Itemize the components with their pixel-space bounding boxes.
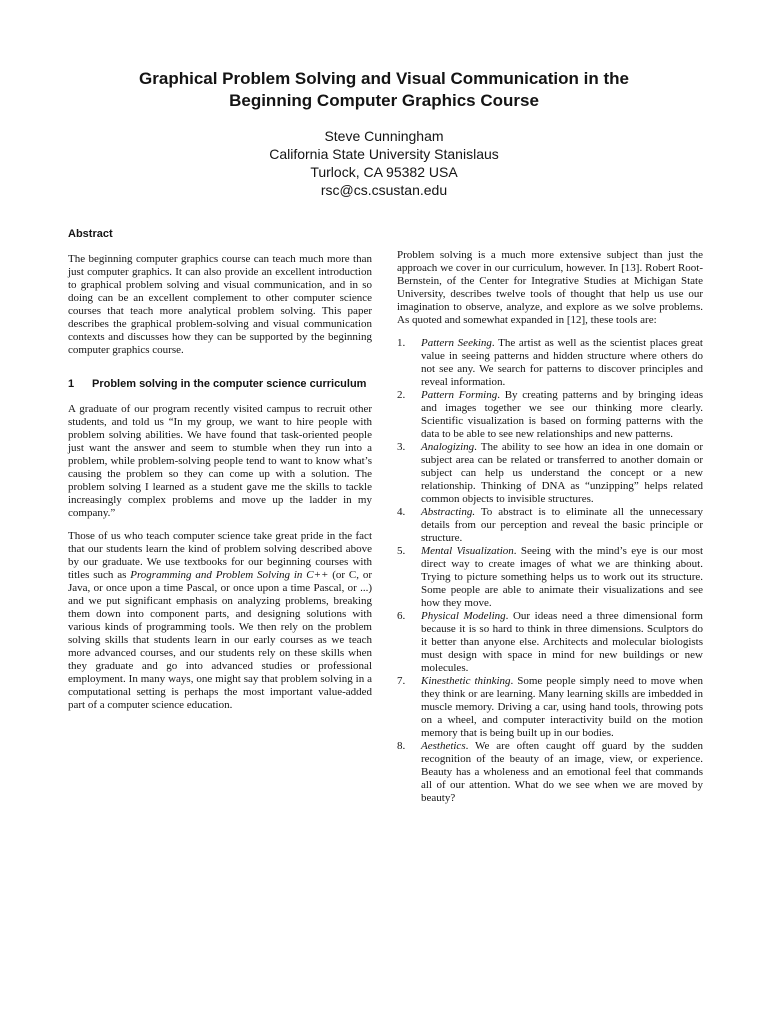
author-location: Turlock, CA 95382 USA	[310, 164, 458, 180]
section-1-title: Problem solving in the computer science curriculum	[92, 378, 367, 390]
para2-start: Those of us who teach computer science take great pride in the fact that our students learn the kind of problem solving described above by our graduate. We use textbooks for our beginning courses with titles such as	[68, 530, 372, 581]
tool-text: To abstract is to eliminate all the unnecessary details from our perception and reveal the basic principle or structure.	[421, 506, 703, 544]
section-1-paragraph-2	[68, 530, 372, 712]
tool-name: Mental Visualization	[421, 545, 514, 557]
item-number: 6.	[397, 610, 406, 622]
left-column	[68, 227, 372, 722]
list-item	[397, 441, 703, 506]
tool-name: Aesthetics	[421, 740, 466, 752]
author-name: Steve Cunningham	[324, 128, 444, 144]
para2-end: (or C, or Java, or once upon a time Pascal, or once upon a time Pascal, or ...) and we put significant emphasis on analyzing problems, breaking them down into component parts, and designing solutions with various kinds of programming tools. We then rely on the problem solving skills that students learn in our early courses as we teach more advanced courses, and our students rely on these skills when they graduate and go into advanced studies or professional employment. In many ways, one might say that problem solving in a computational setting is perhaps the most important value-added part of a computer science education.	[68, 569, 372, 711]
list-item	[397, 675, 703, 740]
author-affiliation: California State University Stanislaus	[269, 146, 499, 162]
item-number: 2.	[397, 389, 406, 401]
section-1-heading	[68, 377, 372, 391]
item-number: 1.	[397, 337, 406, 349]
list-item	[397, 610, 703, 675]
item-number: 3.	[397, 441, 406, 453]
tool-name: Analogizing	[421, 441, 475, 453]
tool-text: . The artist as well as the scientist places great value in seeing patterns and hidden structure where others do not see any. We search for patterns to discover principles and reveal information.	[421, 337, 703, 388]
item-number: 7.	[397, 675, 406, 687]
abstract-text: The beginning computer graphics course can teach much more than just computer graphics. It can also provide an excellent introduction to graphical problem solving and visual communication, and in so doing can be an excellent complement to other computer science courses that teach more analytical problem solving. This paper describes the graphical problem-solving and visual communication contexts and discusses how they can be supported by the beginning computer graphics course.	[68, 253, 372, 356]
tool-name: Kinesthetic thinking	[421, 675, 511, 687]
paper-title	[40, 68, 728, 112]
right-column	[397, 249, 703, 805]
abstract-heading: Abstract	[68, 228, 113, 240]
list-item	[397, 337, 703, 389]
tool-text: . Our ideas need a three dimensional form because it is so hard to think in three dimensions. Sculptors do it better than anyone else. Architects and molecular biologists must design with space in mind for new buildings or new molecules.	[421, 610, 703, 674]
tool-name: Pattern Seeking	[421, 337, 492, 349]
tool-name: Abstracting.	[421, 506, 476, 518]
tool-text: . Some people simply need to move when they think or are learning. Many learning skills are imbedded in muscle memory. Driving a car, using hand tools, throwing pots on a wheel, and computer interactivity build on the motion memory that is being built up in our bodies.	[421, 675, 703, 739]
tool-name: Pattern Forming	[421, 389, 498, 401]
tools-intro: Problem solving is a much more extensive subject than just the approach we cover in our curriculum, however. In [13]. Robert Root-Bernstein, of the Center for Integrative Studies at Michigan State University, describes twelve tools of thought that help us use our imagination to observe, analyze, and explore as we solve problems. As quoted and somewhat expanded in [12], these tools are:	[397, 249, 703, 326]
tool-name: Physical Modeling	[421, 610, 506, 622]
tools-list	[397, 337, 703, 805]
item-number: 5.	[397, 545, 406, 557]
list-item	[397, 740, 703, 805]
author-block	[40, 127, 728, 199]
item-number: 8.	[397, 740, 406, 752]
author-email: rsc@cs.csustan.edu	[320, 182, 448, 198]
tool-text: . We are often caught off guard by the sudden recognition of the beauty of an image, view, or experience. Beauty has a wholeness and an emotional feel that commands all of our attention. What do we see when we are moved by beauty?	[421, 740, 703, 804]
section-1-number: 1	[68, 378, 75, 390]
tool-text: . By creating patterns and by bringing ideas and images together we see our thinking more clearly. Scientific visualization is based on forming patterns with the data to be able to see new relationships and new patterns.	[421, 389, 703, 440]
book-title: Programming and Problem Solving in C++	[130, 569, 329, 581]
list-item	[397, 506, 703, 545]
title-line-1: Graphical Problem Solving and Visual Communication in the	[139, 69, 629, 88]
item-number: 4.	[397, 506, 406, 518]
tool-text: . Seeing with the mind’s eye is our most direct way to create images of what we are thinking about. Trying to picture something helps us to work out its structure. Some people are able to animate their visualizations and see how they move.	[421, 545, 704, 609]
title-line-2: Beginning Computer Graphics Course	[229, 91, 539, 110]
section-1-paragraph-1: A graduate of our program recently visited campus to recruit other students, and told us “In my group, we want to hire people with problem solving abilities. We have found that task-oriented people just want the answer and seem to stumble when they run into a problem, while problem-solving people tend to want to know what’s causing the problem so they can come up with a solution. The problem solving I learned as a student gave me the skills to tackle increasingly complex problems and move up the ladder in my company.”	[68, 403, 372, 519]
list-item	[397, 545, 703, 610]
tool-text: . The ability to see how an idea in one domain or subject area can be related or transferred to another domain or subject can help us understand the concept or a new relationship. Thinking of DNA as “unzipping” helps related common objects to invisible structures.	[421, 441, 703, 505]
list-item	[397, 389, 703, 441]
